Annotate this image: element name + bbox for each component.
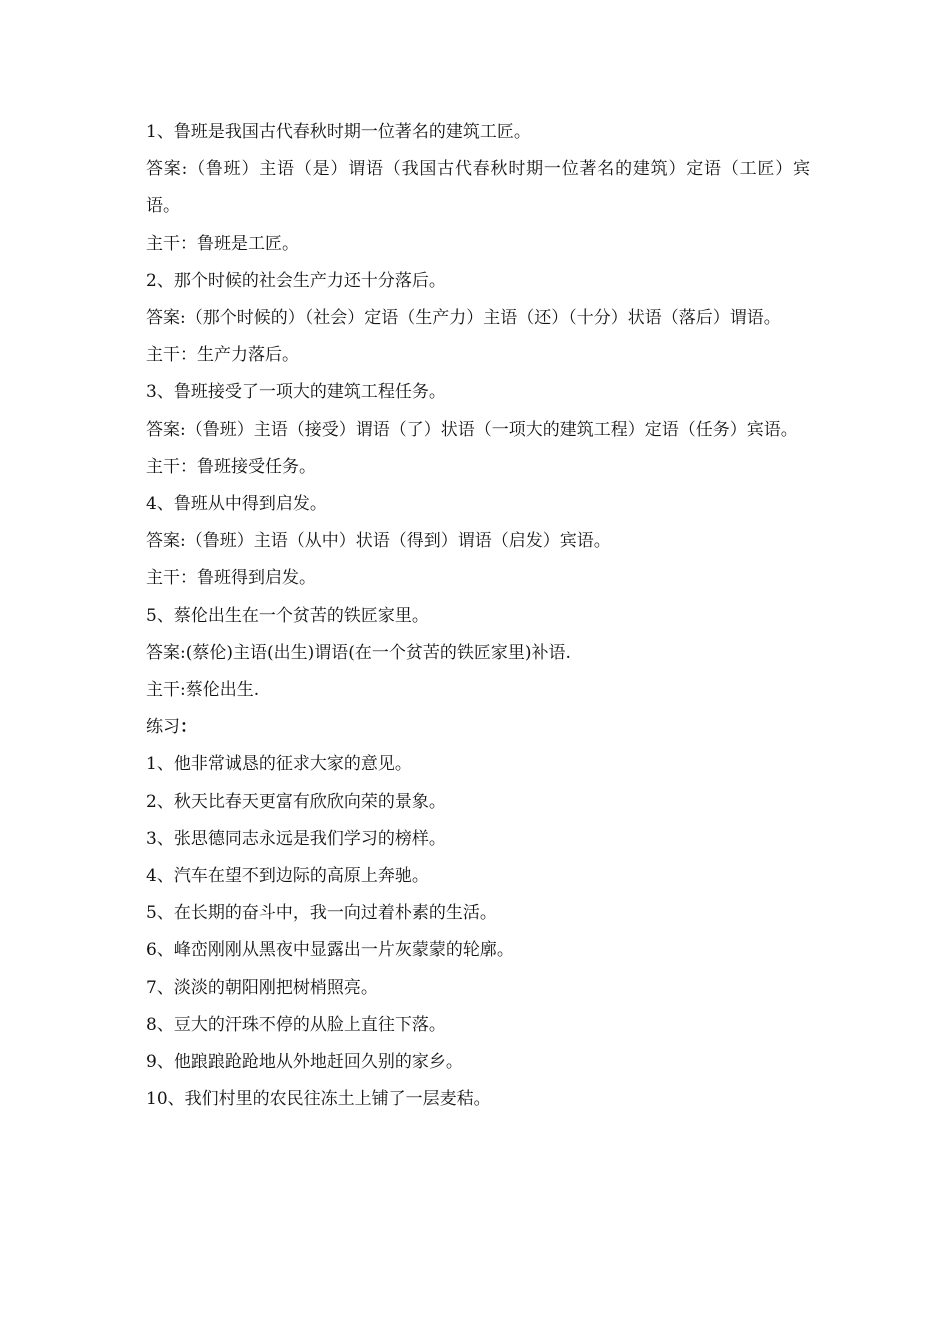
example-question: 3、鲁班接受了一项大的建筑工程任务。 — [146, 382, 446, 403]
example-1 — [146, 114, 810, 263]
document-page — [146, 114, 810, 1118]
example-question: 4、鲁班从中得到启发。 — [146, 494, 327, 515]
example-answer: 答案:（那个时候的）（社会）定语（生产力）主语（还）（十分）状语（落后）谓语。 — [146, 308, 781, 329]
practice-heading-text: 练习 — [146, 717, 180, 738]
example-trunk: 主干：鲁班得到启发。 — [146, 568, 316, 589]
example-answer: 答案:（鲁班）主语（接受）谓语（了）状语（一项大的建筑工程）定语（任务）宾语。 — [146, 419, 798, 440]
practice-item: 9、他踉踉跄跄地从外地赶回久别的家乡。 — [146, 1052, 463, 1073]
practice-item: 4、汽车在望不到边际的高原上奔驰。 — [146, 866, 429, 887]
example-2 — [146, 263, 810, 375]
practice-list — [146, 746, 810, 1118]
example-trunk: 主干：鲁班接受任务。 — [146, 456, 316, 477]
practice-item: 10、我们村里的农民往冻土上铺了一层麦秸。 — [146, 1089, 491, 1110]
practice-heading-colon: ： — [180, 717, 197, 738]
example-question: 5、蔡伦出生在一个贫苦的铁匠家里。 — [146, 605, 429, 626]
practice-heading — [146, 709, 810, 746]
example-answer: 答案:（鲁班）主语（是）谓语（我国古代春秋时期一位著名的建筑）定语（工匠）宾语。 — [146, 159, 810, 217]
practice-item: 3、张思德同志永远是我们学习的榜样。 — [146, 828, 446, 849]
practice-item: 6、峰峦刚刚从黑夜中显露出一片灰蒙蒙的轮廓。 — [146, 940, 514, 961]
example-trunk: 主干：生产力落后。 — [146, 345, 299, 366]
example-answer: 答案:（鲁班）主语（从中）状语（得到）谓语（启发）宾语。 — [146, 531, 611, 552]
example-4 — [146, 486, 810, 598]
example-question: 1、鲁班是我国古代春秋时期一位著名的建筑工匠。 — [146, 122, 531, 142]
example-trunk: 主干：鲁班是工匠。 — [146, 233, 299, 254]
example-5 — [146, 598, 810, 710]
example-3 — [146, 374, 810, 486]
example-question: 2、那个时候的社会生产力还十分落后。 — [146, 270, 446, 291]
example-trunk: 主干:蔡伦出生. — [146, 680, 260, 701]
example-answer: 答案:(蔡伦)主语(出生)谓语(在一个贫苦的铁匠家里)补语. — [146, 642, 571, 663]
practice-item: 5、在长期的奋斗中，我一向过着朴素的生活。 — [146, 903, 497, 924]
practice-item: 2、秋天比春天更富有欣欣向荣的景象。 — [146, 791, 446, 812]
practice-item: 8、豆大的汗珠不停的从脸上直往下落。 — [146, 1014, 446, 1035]
practice-item: 7、淡淡的朝阳刚把树梢照亮。 — [146, 977, 378, 998]
practice-item: 1、他非常诚恳的征求大家的意见。 — [146, 754, 412, 775]
